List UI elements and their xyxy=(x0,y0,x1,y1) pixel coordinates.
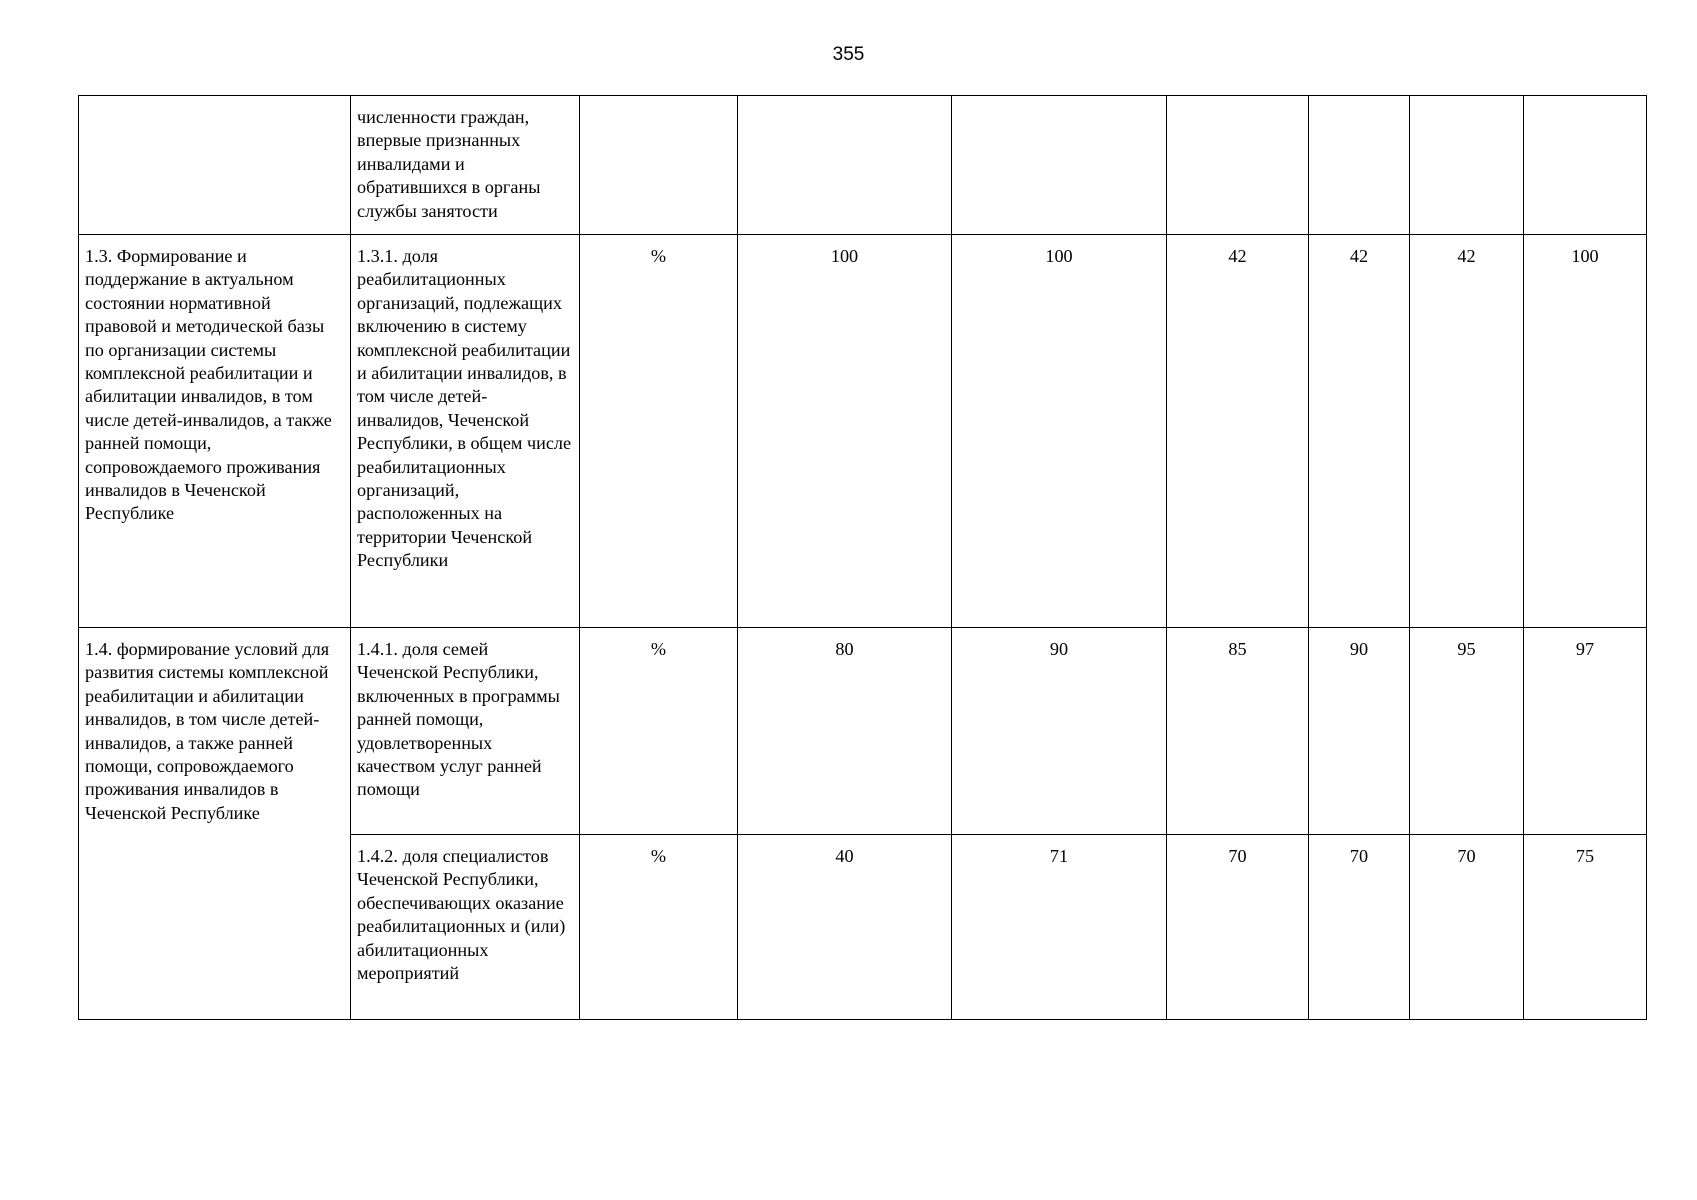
indicator-cell: 1.4.2. доля специалистов Чеченской Республики, обеспечивающих оказание реабилитационных и (или) абилитационных мероприятий xyxy=(351,835,580,1020)
value-cell: 75 xyxy=(1524,835,1647,1020)
indicator-cell: 1.3.1. доля реабилитационных организаций, подлежащих включению в систему комплексной реабилитации и абилитации инвалидов, в том числе детей-инвалидов, Чеченской Республики, в общем числе реабилитационных организаций, расположенных на территории Чеченской Республики xyxy=(351,235,580,628)
value-cell: 42 xyxy=(1167,235,1309,628)
value-cell xyxy=(1410,96,1524,235)
table-row xyxy=(79,235,1647,628)
value-cell: 100 xyxy=(1524,235,1647,628)
table-row xyxy=(79,96,1647,235)
value-cell: 85 xyxy=(1167,628,1309,835)
value-cell: 70 xyxy=(1410,835,1524,1020)
task-cell: 1.4. формирование условий для развития системы комплексной реабилитации и абилитации инвалидов, в том числе детей-инвалидов, а также ранней помощи, сопровождаемого проживания инвалидов в Чеченской Республике xyxy=(79,628,351,1020)
value-cell xyxy=(738,96,952,235)
unit-cell: % xyxy=(580,628,738,835)
value-cell xyxy=(952,96,1167,235)
task-cell xyxy=(79,96,351,235)
value-cell: 70 xyxy=(1167,835,1309,1020)
page-number: 355 xyxy=(832,44,865,65)
table-row xyxy=(79,628,1647,835)
indicators-table xyxy=(78,95,1647,1020)
value-cell: 90 xyxy=(952,628,1167,835)
unit-cell: % xyxy=(580,835,738,1020)
indicator-cell: 1.4.1. доля семей Чеченской Республики, включенных в программы ранней помощи, удовлетворенных качеством услуг ранней помощи xyxy=(351,628,580,835)
value-cell: 95 xyxy=(1410,628,1524,835)
task-cell: 1.3. Формирование и поддержание в актуальном состоянии нормативной правовой и методической базы по организации системы комплексной реабилитации и абилитации инвалидов, в том числе детей-инвалидов, а также ранней помощи, сопровождаемого проживания инвалидов в Чеченской Республике xyxy=(79,235,351,628)
indicator-cell: численности граждан, впервые признанных инвалидами и обратившихся в органы службы занятости xyxy=(351,96,580,235)
value-cell: 80 xyxy=(738,628,952,835)
value-cell: 42 xyxy=(1410,235,1524,628)
value-cell: 100 xyxy=(738,235,952,628)
value-cell xyxy=(1167,96,1309,235)
value-cell: 42 xyxy=(1309,235,1410,628)
unit-cell xyxy=(580,96,738,235)
value-cell: 90 xyxy=(1309,628,1410,835)
value-cell: 100 xyxy=(952,235,1167,628)
value-cell xyxy=(1309,96,1410,235)
value-cell: 97 xyxy=(1524,628,1647,835)
value-cell: 70 xyxy=(1309,835,1410,1020)
value-cell xyxy=(1524,96,1647,235)
value-cell: 71 xyxy=(952,835,1167,1020)
unit-cell: % xyxy=(580,235,738,628)
value-cell: 40 xyxy=(738,835,952,1020)
